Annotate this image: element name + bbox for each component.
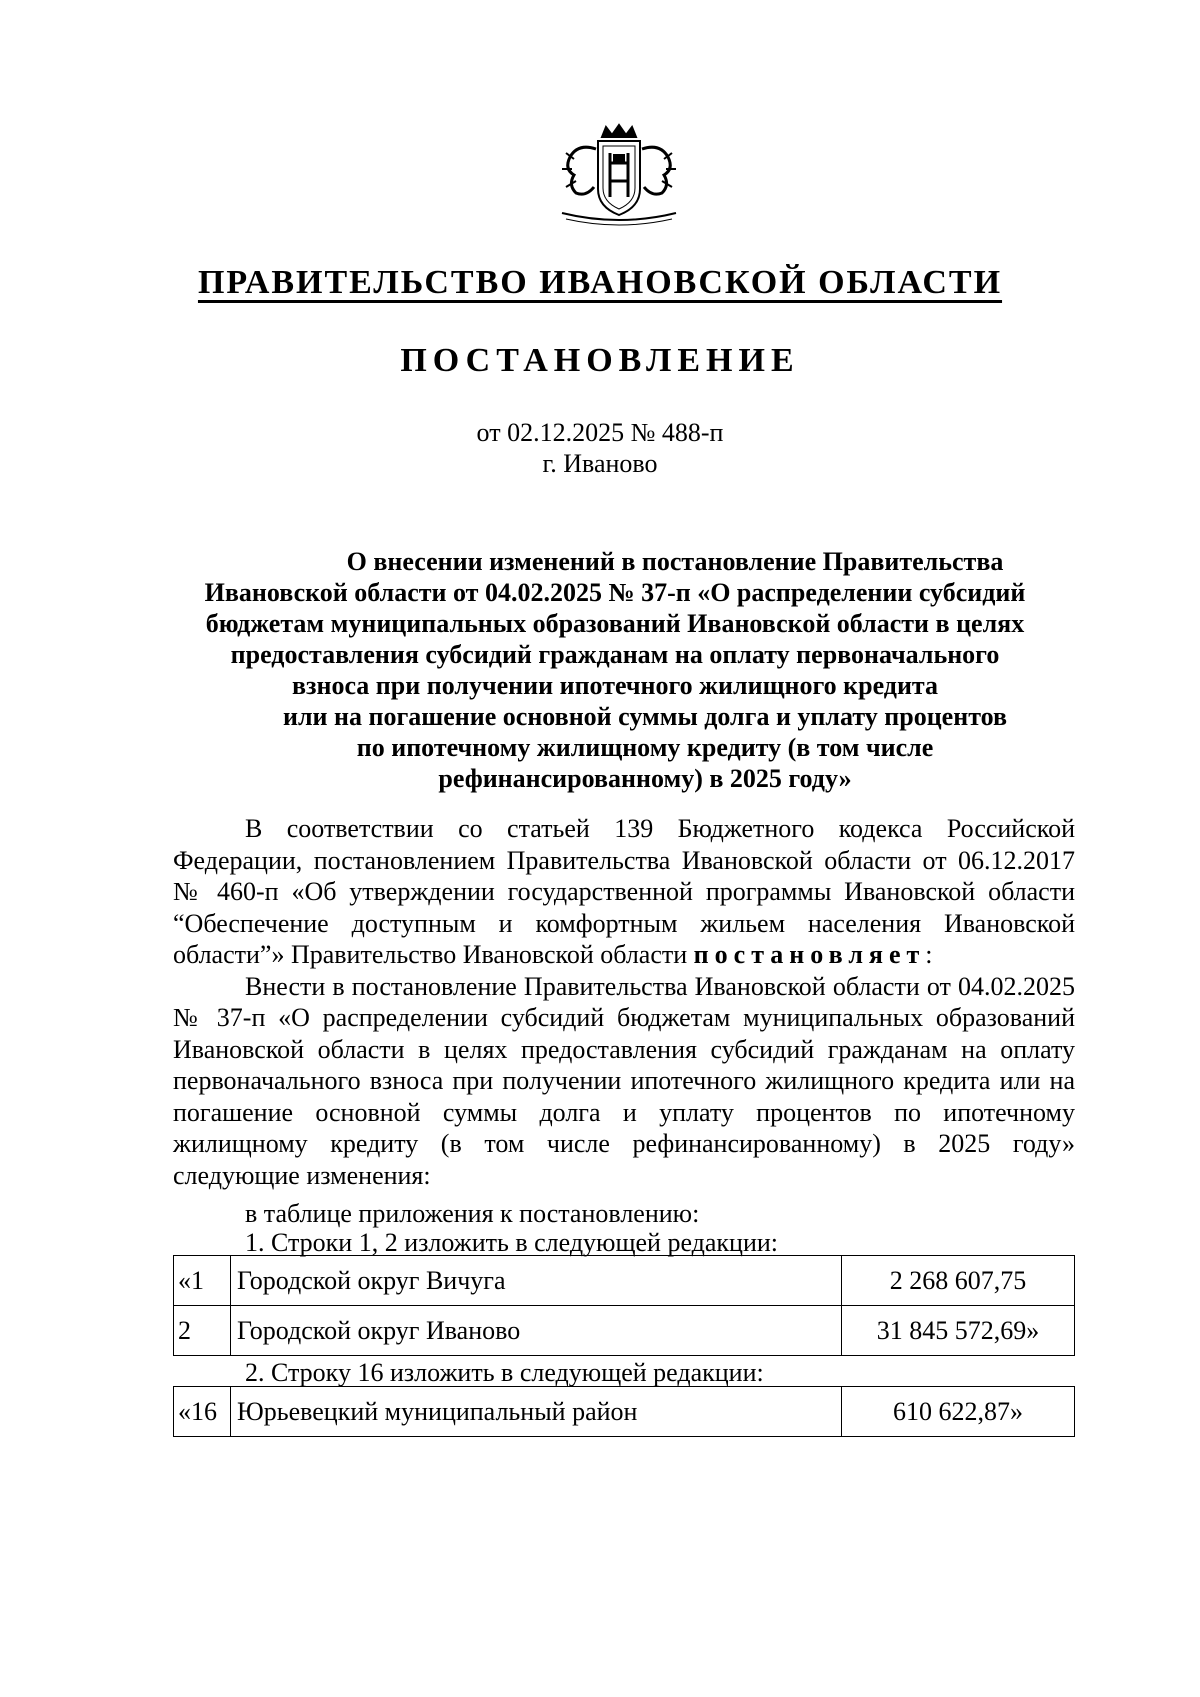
table-row [174,1306,1075,1356]
preamble-paragraph: В соответствии со статьей 139 Бюджетного кодекса Российской Федерации, постановлением Правительства Ивановской области от 06.12.2017 № 460-п «Об утверждении государственной программы Ивановской области “Обеспечение доступным и комфортным жильем населения Ивановской области”» Правительство Ивановской области постановляет: [173,814,1075,969]
document-type: ПОСТАНОВЛЕНИЕ [400,342,800,379]
city: г. Иваново [542,449,658,478]
change-item-2: 2. Строку 16 изложить в следующей редакции: [245,1358,764,1387]
subject-line: взноса при получении ипотечного жилищного кредита [291,671,939,700]
row-name: Юрьевецкий муниципальный район [231,1387,842,1437]
coat-of-arms-icon [556,123,682,227]
row-name: Городской округ Вичуга [231,1256,842,1306]
row-value: 31 845 572,69» [842,1306,1075,1356]
table-intro: в таблице приложения к постановлению: [245,1199,700,1228]
main-paragraph: Внести в постановление Правительства Ивановской области от 04.02.2025 № 37-п «О распределении субсидий бюджетам муниципальных образований Ивановской области в целях предоставления субсидий гражданам на оплату первоначального взноса при получении ипотечного жилищного кредита или на погашение основной суммы долга и уплату процентов по ипотечному жилищному кредиту (в том числе рефинансированному) в 2025 году» следующие изменения: [173,971,1075,1190]
rows-table-2 [173,1386,1075,1437]
table-row [174,1256,1075,1306]
government-title: ПРАВИТЕЛЬСТВО ИВАНОВСКОЙ ОБЛАСТИ [197,264,1003,301]
table-row [174,1387,1075,1437]
row-value: 610 622,87» [842,1387,1075,1437]
rows-table-1 [173,1255,1075,1356]
subject-line: рефинансированному) в 2025 году» [438,764,852,793]
subject-line: О внесении изменений в постановление Правительства [346,547,1004,576]
row-number: «16 [174,1387,231,1437]
subject-line: или на погашение основной суммы долга и уплату процентов [282,702,1008,731]
row-value: 2 268 607,75 [842,1256,1075,1306]
row-number: 2 [174,1306,231,1356]
change-item-1: 1. Строки 1, 2 изложить в следующей редакции: [245,1228,779,1257]
subject-line: Ивановской области от 04.02.2025 № 37-п «О распределении субсидий [204,578,1026,607]
subject-line: по ипотечному жилищному кредиту (в том числе [356,733,934,762]
document-subject [160,546,1070,794]
row-number: «1 [174,1256,231,1306]
date-number: от 02.12.2025 № 488-п [476,418,724,447]
resolves-word: постановляет [693,940,926,969]
row-name: Городской округ Иваново [231,1306,842,1356]
subject-line: бюджетам муниципальных образований Ивановской области в целях [205,609,1025,638]
subject-line: предоставления субсидий гражданам на оплату первоначального [230,640,1000,669]
document-body [173,813,1075,1191]
